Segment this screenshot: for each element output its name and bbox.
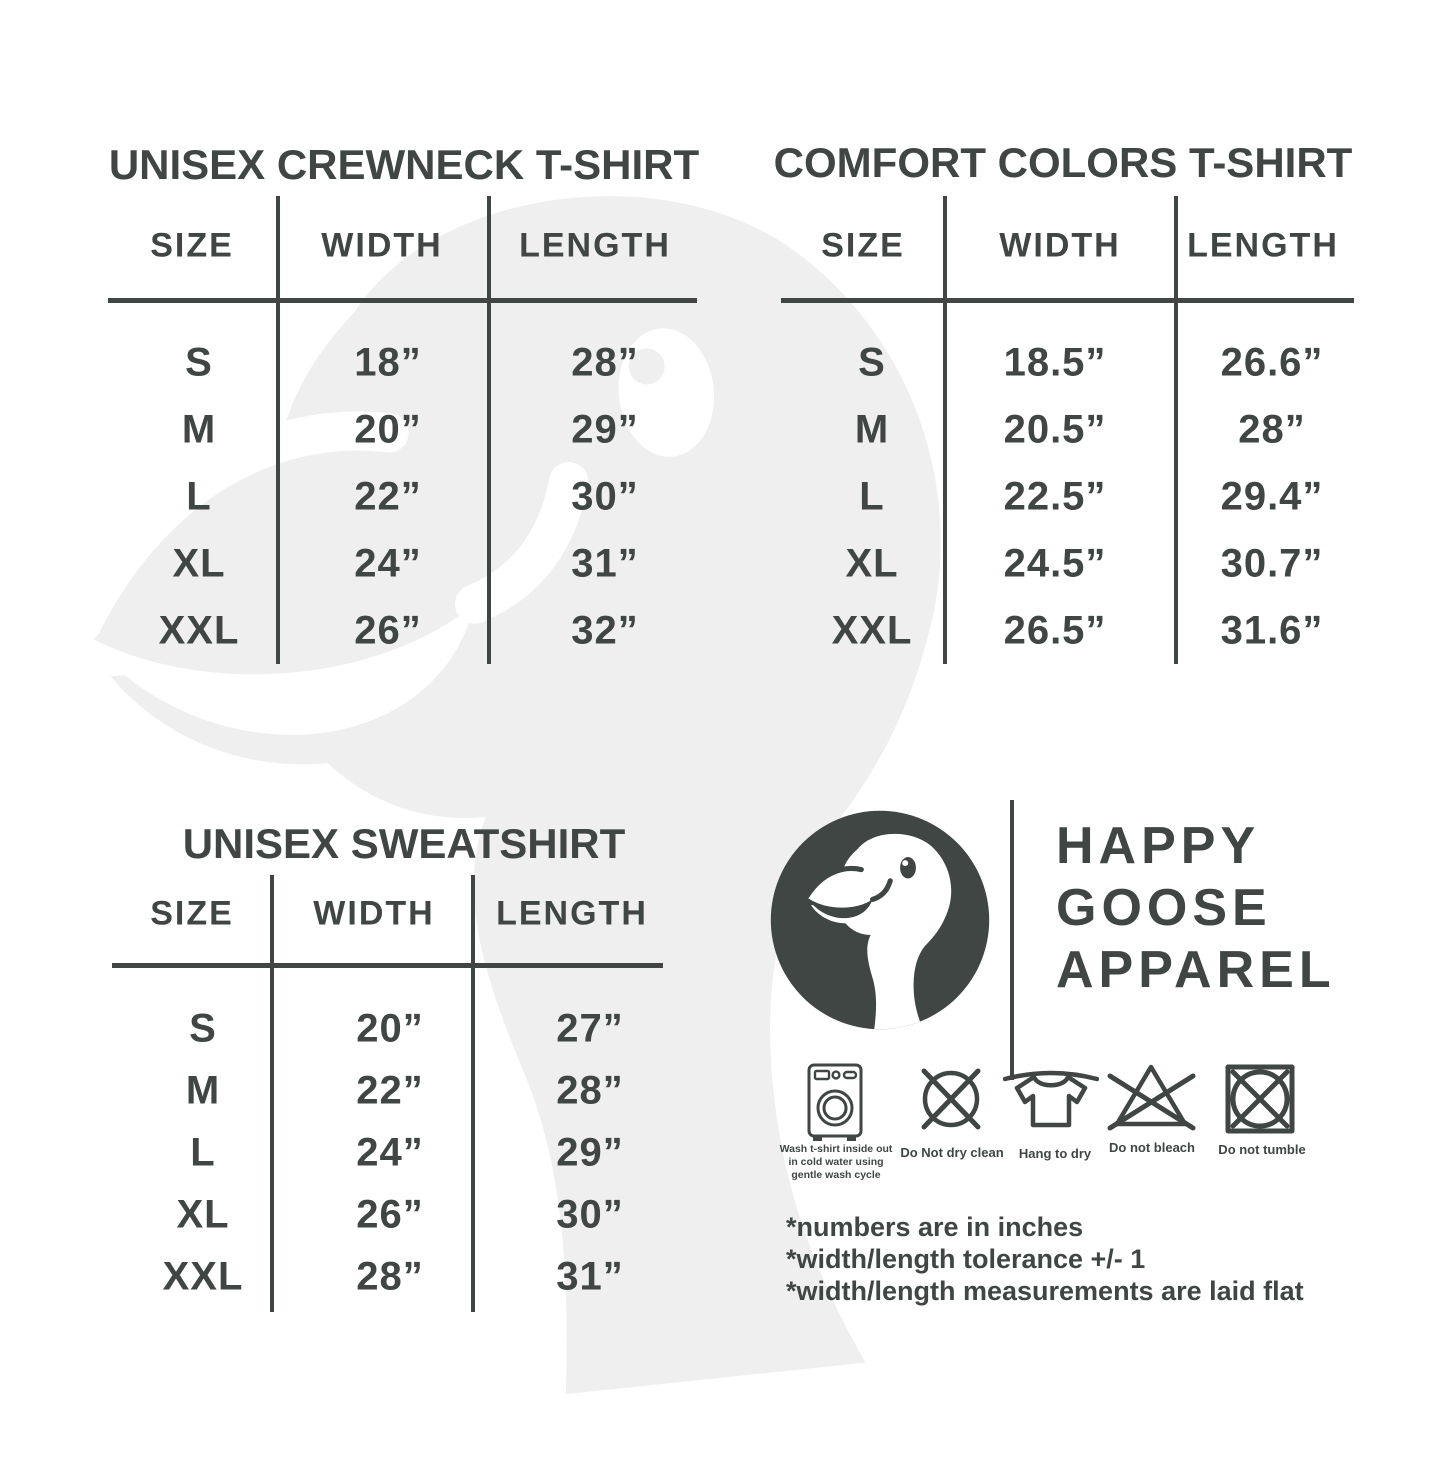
crewneck-table-title: UNISEX CREWNECK T-SHIRT xyxy=(108,141,700,188)
table-cell: 29” xyxy=(571,407,639,452)
table-cell: 26” xyxy=(354,608,422,653)
table-cell: 30” xyxy=(556,1192,624,1237)
table-cell: 24” xyxy=(354,541,422,586)
wash-instruction-label xyxy=(780,1143,893,1182)
table-cell: 20” xyxy=(356,1006,424,1051)
table-cell: 20.5” xyxy=(1003,407,1107,452)
table-cell: XXL xyxy=(162,1254,244,1299)
table-divider xyxy=(471,875,475,1312)
no-tumble-dry-label: Do not tumble xyxy=(1218,1142,1306,1157)
table-cell: 30” xyxy=(571,474,639,519)
table-cell: 29.4” xyxy=(1220,474,1324,519)
wash-label-line: in cold water using xyxy=(788,1156,884,1168)
table-cell: 28” xyxy=(556,1068,624,1113)
table-cell: XL xyxy=(845,541,899,586)
table-cell: L xyxy=(186,474,212,519)
no-tumble-dry-icon xyxy=(1224,1063,1296,1135)
column-header: SIZE xyxy=(150,226,234,265)
table-cell: 29” xyxy=(556,1130,624,1175)
table-cell: 22” xyxy=(354,474,422,519)
brand-name xyxy=(1056,815,1336,1001)
table-divider xyxy=(943,196,947,664)
table-cell: 24” xyxy=(356,1130,424,1175)
table-cell: 24.5” xyxy=(1003,541,1107,586)
footnote: *width/length tolerance +/- 1 xyxy=(786,1244,1146,1274)
column-header: WIDTH xyxy=(321,226,443,265)
hang-to-dry-icon xyxy=(1003,1065,1099,1135)
table-cell: 31” xyxy=(556,1254,624,1299)
brand-name-line: APPAREL xyxy=(1056,941,1336,999)
table-cell: 26.5” xyxy=(1003,608,1107,653)
column-header: LENGTH xyxy=(1187,226,1339,265)
table-cell: S xyxy=(858,340,886,385)
table-cell: 26” xyxy=(356,1192,424,1237)
no-bleach-icon xyxy=(1105,1063,1197,1135)
no-dry-clean-icon xyxy=(913,1066,989,1132)
brand-name-line: HAPPY xyxy=(1056,817,1261,875)
table-cell: 28” xyxy=(1238,407,1306,452)
wash-label-line: gentle wash cycle xyxy=(791,1169,881,1181)
no-bleach-label: Do not bleach xyxy=(1109,1140,1195,1155)
table-cell: M xyxy=(185,1068,221,1113)
table-cell: XL xyxy=(176,1192,230,1237)
table-cell: 32” xyxy=(571,608,639,653)
table-divider xyxy=(112,963,663,968)
brand-name-line: GOOSE xyxy=(1056,879,1272,937)
column-header: LENGTH xyxy=(519,226,671,265)
table-cell: 18.5” xyxy=(1003,340,1107,385)
table-divider xyxy=(276,196,280,664)
comfort-colors-table-title: COMFORT COLORS T-SHIRT xyxy=(773,139,1353,186)
table-cell: 27” xyxy=(556,1006,624,1051)
table-cell: 26.6” xyxy=(1220,340,1324,385)
column-header: SIZE xyxy=(150,894,234,933)
hang-to-dry-label: Hang to dry xyxy=(1018,1146,1092,1161)
table-divider xyxy=(781,298,1354,303)
table-cell: 22.5” xyxy=(1003,474,1107,519)
table-cell: XXL xyxy=(831,608,913,653)
table-cell: M xyxy=(854,407,890,452)
table-divider xyxy=(1174,196,1178,664)
table-cell: S xyxy=(189,1006,217,1051)
washing-machine-icon xyxy=(806,1062,864,1142)
table-cell: XL xyxy=(172,541,226,586)
table-cell: 28” xyxy=(356,1254,424,1299)
table-cell: 30.7” xyxy=(1220,541,1324,586)
table-divider xyxy=(270,875,274,1312)
table-cell: 20” xyxy=(354,407,422,452)
no-dry-clean-label: Do Not dry clean xyxy=(900,1145,1004,1160)
table-divider xyxy=(108,298,697,303)
column-header: WIDTH xyxy=(999,226,1121,265)
table-cell: 28” xyxy=(571,340,639,385)
table-cell: L xyxy=(190,1130,216,1175)
table-cell: 18” xyxy=(354,340,422,385)
sweatshirt-table-title: UNISEX SWEATSHIRT xyxy=(182,820,626,867)
table-cell: M xyxy=(181,407,217,452)
footnote: *width/length measurements are laid flat xyxy=(786,1276,1304,1306)
table-divider xyxy=(487,196,491,664)
wash-label-line: Wash t-shirt inside out xyxy=(779,1143,893,1155)
table-cell: 22” xyxy=(356,1068,424,1113)
footnote: *numbers are in inches xyxy=(786,1212,1084,1242)
happy-goose-logo-icon xyxy=(768,808,992,1032)
column-header: WIDTH xyxy=(313,894,435,933)
brand-divider xyxy=(1010,800,1014,1080)
table-cell: 31” xyxy=(571,541,639,586)
table-cell: XXL xyxy=(158,608,240,653)
column-header: LENGTH xyxy=(496,894,648,933)
table-cell: S xyxy=(185,340,213,385)
table-cell: 31.6” xyxy=(1220,608,1324,653)
column-header: SIZE xyxy=(821,226,905,265)
table-cell: L xyxy=(859,474,885,519)
